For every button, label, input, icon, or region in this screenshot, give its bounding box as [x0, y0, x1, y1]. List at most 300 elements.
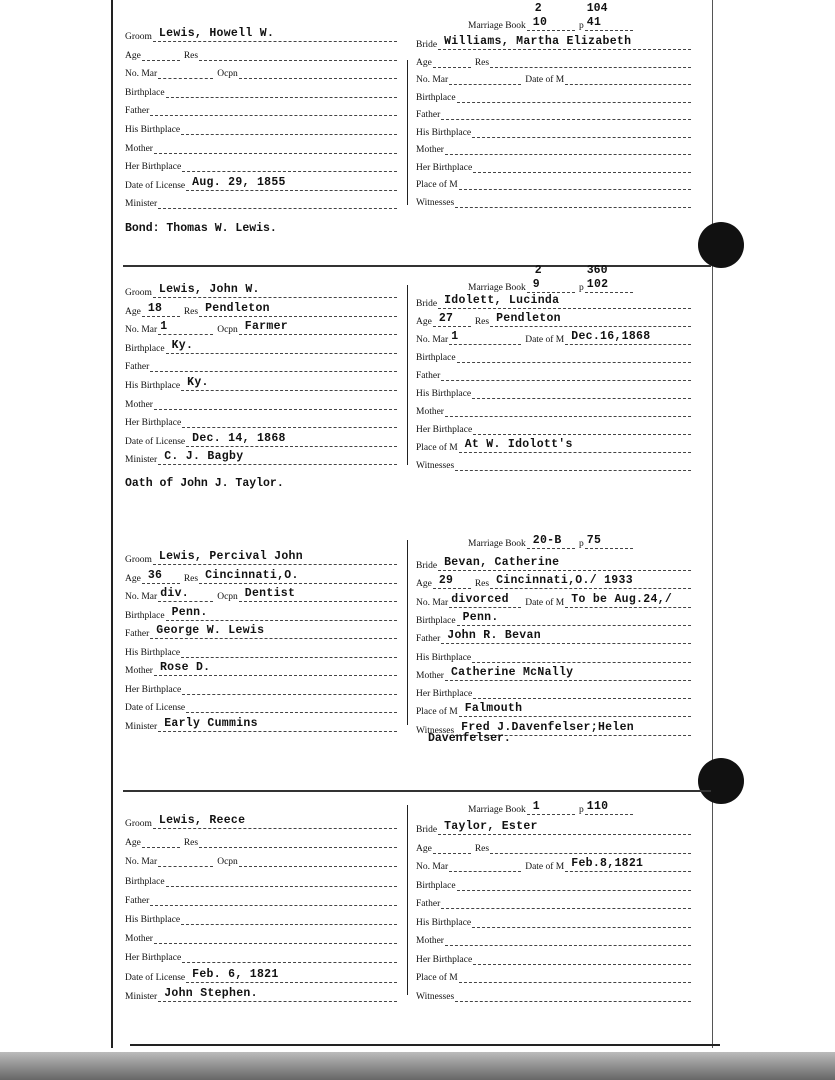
place-of-m-field	[459, 175, 691, 190]
father-field	[150, 624, 397, 639]
bride-value: Idolett, Lucinda	[444, 294, 560, 307]
bride-field-row	[416, 701, 691, 717]
age-field	[142, 569, 180, 584]
bride-field-row	[416, 122, 691, 138]
mother-field	[445, 402, 691, 417]
age-label: Age	[416, 579, 432, 590]
his-birthplace-label: His Birthplace	[125, 647, 181, 658]
her-birthplace-label: Her Birthplace	[125, 953, 182, 964]
bride-value: Bevan, Catherine	[444, 556, 560, 569]
bride-label: Bride	[416, 561, 438, 571]
marriage-record-card	[113, 790, 711, 1045]
groom-field	[153, 550, 397, 565]
age-value: 36	[147, 568, 163, 582]
birthplace-label: Birthplace	[416, 353, 456, 363]
no-mar-label: No. Mar	[416, 862, 449, 872]
page-field	[585, 534, 633, 549]
ocpn-field	[239, 64, 397, 79]
res-label: Res	[474, 57, 490, 68]
mother-value: Catherine McNally	[450, 665, 574, 679]
date-of-license-value: Feb. 6, 1821	[192, 967, 279, 981]
page-number: 75	[586, 534, 602, 547]
mother-field	[154, 929, 397, 944]
groom-value: Lewis, Reece	[158, 814, 246, 827]
her-birthplace-label: Her Birthplace	[416, 425, 473, 435]
scan-bottom-edge	[0, 1052, 835, 1080]
mother-label: Mother	[125, 143, 153, 154]
page-right-border	[712, 0, 713, 1048]
card-separator-rule	[123, 790, 711, 792]
bride-field-row	[416, 69, 691, 85]
groom-field-row	[125, 193, 397, 209]
birthplace-field	[457, 876, 691, 891]
groom-field-row	[125, 813, 397, 829]
res-value: Pendleton	[205, 301, 270, 315]
father-label: Father	[125, 629, 150, 639]
ocpn-label: Ocpn	[217, 592, 238, 602]
birthplace-value: Penn.	[462, 610, 499, 624]
column-divider	[407, 805, 408, 995]
ocpn-value: Farmer	[244, 320, 288, 334]
groom-field-row	[125, 63, 397, 79]
no-mar-field	[449, 857, 521, 872]
no-mar-field	[449, 330, 521, 345]
minister-label: Minister	[125, 721, 158, 732]
birthplace-value: Penn.	[171, 605, 208, 619]
her-birthplace-label: Her Birthplace	[125, 684, 182, 695]
marriage-book-label: Marriage Book	[468, 21, 526, 31]
res-value: Cincinnati,O.	[205, 568, 299, 582]
father-field	[441, 629, 691, 644]
bride-field-row	[416, 912, 691, 928]
birthplace-field	[166, 83, 397, 98]
place-of-m-field	[459, 438, 691, 453]
groom-field-row	[125, 851, 397, 867]
groom-field-row	[125, 586, 397, 602]
no-mar-label: No. Mar	[125, 857, 158, 868]
father-label: Father	[125, 362, 150, 373]
groom-field-row	[125, 394, 397, 410]
ocpn-field	[239, 852, 397, 867]
birthplace-label: Birthplace	[416, 92, 456, 103]
bride-field-row	[416, 87, 691, 103]
age-label: Age	[416, 843, 432, 854]
father-field	[441, 894, 691, 909]
res-label: Res	[474, 843, 490, 854]
marriage-book-field	[527, 800, 575, 815]
column-divider	[407, 285, 408, 465]
bride-field-row	[416, 365, 691, 381]
bride-value: Williams, Martha Elizabeth	[444, 35, 632, 48]
groom-field-row	[125, 909, 397, 925]
minister-label: Minister	[125, 455, 158, 466]
page-field	[585, 264, 633, 293]
marriage-record-card	[113, 265, 711, 520]
groom-field-row	[125, 832, 397, 848]
marriage-book-volume: 2	[534, 264, 542, 277]
age-field	[433, 574, 471, 589]
date-of-m-label: Date of M	[525, 335, 565, 345]
her-birthplace-label: Her Birthplace	[416, 162, 473, 173]
her-birthplace-field	[182, 413, 397, 428]
page-label: p	[579, 805, 584, 815]
bride-field-row	[416, 555, 691, 571]
groom-field-row	[125, 175, 397, 191]
marriage-book-number: 9	[532, 278, 540, 291]
groom-field-row	[125, 660, 397, 676]
birthplace-value: Ky.	[171, 338, 194, 352]
bride-field-row	[416, 104, 691, 120]
groom-field-row	[125, 449, 397, 465]
mother-label: Mother	[416, 936, 444, 946]
no-mar-value: 1	[451, 330, 459, 343]
ocpn-label: Ocpn	[217, 69, 238, 80]
res-field	[199, 46, 397, 61]
age-field	[433, 53, 471, 68]
date-of-m-value: Feb.8,1821	[571, 857, 644, 870]
marriage-book-field	[527, 534, 575, 549]
no-mar-label: No. Mar	[416, 335, 449, 345]
res-field	[490, 312, 691, 327]
bride-field-row	[416, 437, 691, 453]
res-value: Cincinnati,O./ 1933	[496, 574, 633, 588]
marriage-book-field	[527, 2, 575, 31]
age-value: 29	[438, 574, 454, 588]
witnesses-label: Witnesses	[416, 197, 455, 208]
bride-field	[438, 820, 691, 835]
bride-field-row	[416, 174, 691, 190]
date-of-license-label: Date of License	[125, 436, 186, 447]
bride-label: Bride	[416, 299, 438, 309]
bride-field-row	[416, 293, 691, 309]
father-field	[441, 366, 691, 381]
mother-field	[445, 931, 691, 946]
mother-field	[154, 661, 397, 676]
groom-field-row	[125, 319, 397, 335]
his-birthplace-field	[181, 120, 397, 135]
bride-field-row	[416, 986, 691, 1002]
bride-field-row	[416, 347, 691, 363]
minister-value: John Stephen.	[164, 986, 258, 1000]
father-label: Father	[416, 634, 441, 645]
groom-field-row	[125, 119, 397, 135]
groom-label: Groom	[125, 819, 152, 829]
ocpn-field	[239, 320, 397, 335]
place-of-m-label: Place of M	[416, 707, 458, 718]
groom-field-row	[125, 605, 397, 621]
mother-label: Mother	[416, 670, 444, 681]
place-of-m-field	[459, 702, 691, 717]
no-mar-label: No. Mar	[125, 325, 158, 336]
marriage-record-card	[113, 520, 711, 775]
res-label: Res	[183, 50, 199, 61]
date-of-license-value: Dec. 14, 1868	[192, 431, 286, 445]
father-field	[441, 105, 691, 120]
mother-label: Mother	[125, 666, 153, 676]
groom-field-row	[125, 156, 397, 172]
res-label: Res	[183, 306, 199, 317]
bride-field-row	[416, 838, 691, 854]
groom-field-row	[125, 871, 397, 887]
groom-field	[153, 814, 397, 829]
birthplace-field	[457, 611, 691, 626]
marriage-book-label: Marriage Book	[468, 539, 526, 549]
her-birthplace-field	[473, 684, 691, 699]
age-value: 27	[438, 312, 454, 325]
groom-field-row	[125, 356, 397, 372]
res-value: Pendleton	[496, 312, 561, 325]
date-of-license-label: Date of License	[125, 180, 186, 191]
bride-label: Bride	[416, 825, 438, 835]
page-field	[585, 2, 633, 31]
his-birthplace-label: His Birthplace	[125, 125, 181, 135]
his-birthplace-field	[181, 910, 397, 925]
minister-field	[158, 717, 397, 732]
her-birthplace-label: Her Birthplace	[416, 954, 473, 965]
res-label: Res	[474, 317, 490, 327]
mother-label: Mother	[125, 399, 153, 410]
no-mar-field	[158, 64, 213, 79]
her-birthplace-label: Her Birthplace	[125, 162, 182, 173]
ocpn-label: Ocpn	[217, 325, 238, 336]
birthplace-label: Birthplace	[125, 87, 165, 98]
page-label: p	[579, 283, 584, 293]
bride-field-row	[416, 455, 691, 471]
groom-field-row	[125, 642, 397, 658]
date-of-m-label: Date of M	[525, 75, 565, 85]
no-mar-label: No. Mar	[416, 75, 449, 85]
no-mar-value: divorced	[451, 592, 509, 606]
bride-field-row	[416, 819, 691, 835]
res-label: Res	[183, 838, 199, 849]
no-mar-field	[158, 320, 213, 335]
res-label: Res	[474, 579, 490, 590]
her-birthplace-field	[473, 158, 691, 173]
bride-field-row	[416, 401, 691, 417]
place-of-m-field	[459, 968, 691, 983]
bride-field-row	[416, 52, 691, 68]
age-field	[433, 839, 471, 854]
father-label: Father	[416, 110, 441, 120]
his-birthplace-label: His Birthplace	[125, 915, 181, 925]
groom-field-row	[125, 301, 397, 317]
bride-field-row	[416, 592, 691, 608]
bride-field	[438, 294, 691, 309]
marriage-book-number: 1	[532, 800, 540, 813]
witnesses-field	[455, 456, 691, 471]
page-superscript: 104	[586, 2, 608, 15]
marriage-book-label: Marriage Book	[468, 805, 526, 815]
groom-field-row	[125, 282, 397, 298]
date-of-license-field	[186, 968, 397, 983]
groom-field-row	[125, 967, 397, 983]
bride-field-row	[416, 949, 691, 965]
bride-field-row	[416, 875, 691, 891]
his-birthplace-field	[181, 643, 397, 658]
bride-field-row	[416, 311, 691, 327]
father-field	[150, 357, 397, 372]
his-birthplace-label: His Birthplace	[416, 652, 472, 663]
no-mar-field	[158, 587, 213, 602]
marriage-book-number: 20-B	[532, 534, 562, 547]
res-label: Res	[183, 573, 199, 584]
mother-value: Rose D.	[159, 661, 211, 674]
no-mar-field	[158, 852, 213, 867]
groom-field-row	[125, 375, 397, 391]
her-birthplace-field	[473, 950, 691, 965]
father-field	[150, 101, 397, 116]
place-of-m-label: Place of M	[416, 443, 458, 453]
groom-field-row	[125, 138, 397, 154]
mother-label: Mother	[125, 934, 153, 945]
mother-label: Mother	[416, 145, 444, 155]
bride-field-row	[416, 34, 691, 50]
date-of-license-label: Date of License	[125, 703, 186, 713]
birthplace-label: Birthplace	[125, 343, 165, 354]
groom-field-row	[125, 928, 397, 944]
card-separator-rule	[123, 265, 711, 267]
marriage-book-label: Marriage Book	[468, 283, 526, 293]
ocpn-label: Ocpn	[217, 857, 238, 868]
date-of-m-value: To be Aug.24,/	[571, 592, 673, 606]
page-label: p	[579, 21, 584, 31]
groom-field-row	[125, 986, 397, 1002]
witnesses-value: Fred J.Davenfelser;Helen	[461, 720, 634, 734]
ocpn-value: Dentist	[244, 587, 296, 600]
his-birthplace-label: His Birthplace	[416, 917, 472, 928]
column-divider	[407, 540, 408, 725]
his-birthplace-field	[472, 648, 691, 663]
marriage-book-line	[468, 799, 633, 815]
age-field	[142, 46, 180, 61]
witnesses-label: Witnesses	[416, 991, 455, 1002]
his-birthplace-value: Ky.	[187, 376, 209, 389]
birthplace-field	[457, 348, 691, 363]
marriage-book-line	[468, 264, 633, 293]
bride-value: Taylor, Ester	[444, 820, 538, 833]
father-value: John R. Bevan	[447, 629, 541, 643]
his-birthplace-field	[472, 123, 691, 138]
minister-field	[158, 450, 397, 465]
bride-field-row	[416, 383, 691, 399]
groom-field-row	[125, 697, 397, 713]
father-value: George W. Lewis	[156, 624, 265, 637]
bride-field	[438, 35, 691, 50]
bride-field-row	[416, 930, 691, 946]
groom-field-row	[125, 568, 397, 584]
mother-field	[445, 666, 691, 681]
res-field	[199, 833, 397, 848]
age-label: Age	[125, 838, 141, 849]
bride-field-row	[416, 967, 691, 983]
groom-field-row	[125, 82, 397, 98]
bride-field-row	[416, 192, 691, 208]
age-label: Age	[416, 57, 432, 68]
marriage-book-volume: 2	[534, 2, 542, 15]
her-birthplace-field	[182, 948, 397, 963]
ocpn-field	[239, 587, 397, 602]
witnesses-label: Witnesses	[416, 461, 455, 471]
age-field	[142, 302, 180, 317]
res-field	[490, 53, 691, 68]
his-birthplace-label: His Birthplace	[416, 127, 472, 138]
res-field	[490, 574, 691, 589]
minister-value: Early Cummins	[164, 716, 258, 730]
mother-label: Mother	[416, 407, 444, 417]
his-birthplace-label: His Birthplace	[416, 389, 472, 399]
father-label: Father	[416, 371, 441, 381]
groom-value: Lewis, Percival John	[158, 550, 303, 563]
no-mar-field	[449, 70, 521, 85]
age-label: Age	[125, 50, 141, 61]
father-label: Father	[416, 899, 441, 909]
minister-label: Minister	[125, 991, 158, 1002]
groom-field-row	[125, 412, 397, 428]
column-divider	[407, 60, 408, 205]
bride-field-row	[416, 647, 691, 663]
bride-field-row	[416, 419, 691, 435]
bride-field-row	[416, 573, 691, 589]
page-number: 41	[586, 16, 602, 29]
place-of-m-label: Place of M	[416, 180, 458, 190]
groom-field-row	[125, 45, 397, 61]
her-birthplace-field	[182, 157, 397, 172]
groom-label: Groom	[125, 288, 152, 298]
page-label: p	[579, 539, 584, 549]
groom-field-row	[125, 338, 397, 354]
date-of-m-field	[565, 857, 691, 872]
date-of-license-field	[186, 698, 397, 713]
bride-field	[438, 556, 691, 571]
bride-field-row	[416, 856, 691, 872]
date-of-license-value: Aug. 29, 1855	[192, 175, 286, 189]
birthplace-label: Birthplace	[416, 615, 456, 626]
groom-field-row	[125, 716, 397, 732]
no-mar-label: No. Mar	[125, 592, 158, 602]
bride-field-row	[416, 665, 691, 681]
age-label: Age	[125, 306, 141, 317]
her-birthplace-label: Her Birthplace	[416, 689, 473, 700]
date-of-m-label: Date of M	[525, 597, 565, 608]
groom-field-row	[125, 679, 397, 695]
no-mar-label: No. Mar	[125, 69, 158, 80]
bride-field-row	[416, 157, 691, 173]
birthplace-label: Birthplace	[125, 610, 165, 621]
bride-field-row	[416, 683, 691, 699]
witnesses-field	[455, 193, 691, 208]
place-of-m-label: Place of M	[416, 973, 458, 983]
marriage-book-number: 10	[532, 16, 548, 29]
groom-field-row	[125, 623, 397, 639]
witnesses-continuation: Davenfelser.	[428, 732, 511, 745]
groom-field-row	[125, 100, 397, 116]
date-of-m-field	[565, 330, 691, 345]
her-birthplace-field	[182, 680, 397, 695]
his-birthplace-label: His Birthplace	[125, 381, 181, 391]
date-of-license-field	[186, 176, 397, 191]
date-of-m-field	[565, 593, 691, 608]
place-of-m-value: At W. Idolott's	[464, 438, 573, 451]
no-mar-value: div.	[160, 587, 190, 600]
bride-field-row	[416, 329, 691, 345]
witnesses-field	[455, 987, 691, 1002]
minister-field	[158, 987, 397, 1002]
mother-field	[445, 140, 691, 155]
no-mar-field	[449, 593, 521, 608]
marriage-book-field	[527, 264, 575, 293]
mother-field	[154, 395, 397, 410]
date-of-m-label: Date of M	[525, 862, 565, 872]
